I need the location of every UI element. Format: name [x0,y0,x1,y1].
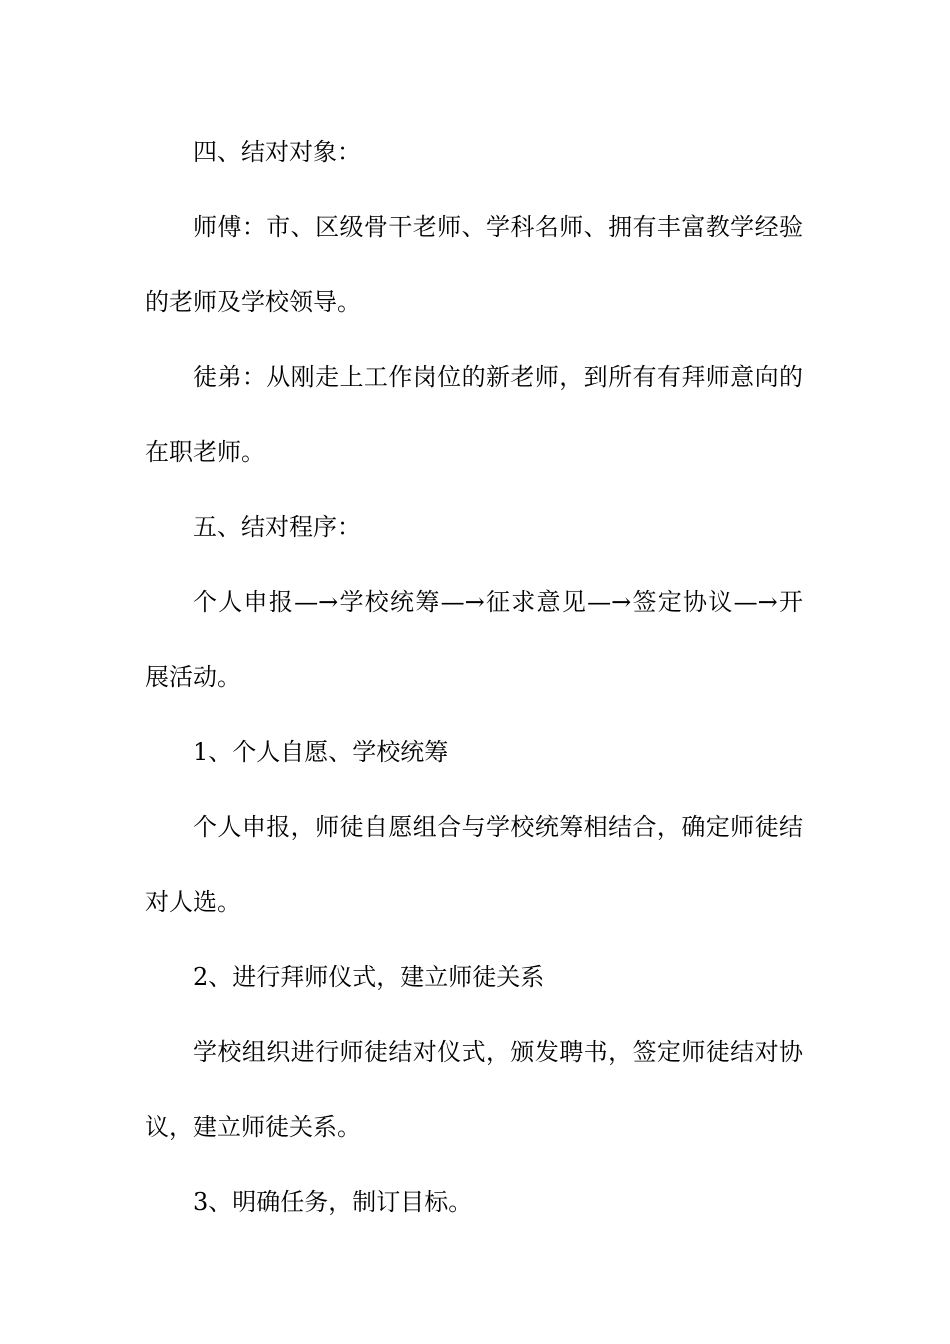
paragraph-apprentice-line-1: 徒弟：从刚走上工作岗位的新老师，到所有有拜师意向的 [193,363,803,391]
paragraph-procedure-line-2: 展活动。 [145,663,241,691]
subheading-3: 3、明确任务，制订目标。 [193,1188,473,1216]
section-heading-4: 四、结对对象： [193,138,361,166]
paragraph-procedure-line-1: 个人申报—→学校统筹—→征求意见—→签定协议—→开 [193,588,803,616]
paragraph-1-line-2: 对人选。 [145,888,241,916]
paragraph-apprentice-line-2: 在职老师。 [145,438,265,466]
paragraph-mentor-line-1: 师傅：市、区级骨干老师、学科名师、拥有丰富教学经验 [193,213,803,241]
paragraph-2-line-2: 议，建立师徒关系。 [145,1113,361,1141]
subheading-1: 1、个人自愿、学校统筹 [193,738,449,766]
section-heading-5: 五、结对程序： [193,513,361,541]
paragraph-mentor-line-2: 的老师及学校领导。 [145,288,361,316]
paragraph-2-line-1: 学校组织进行师徒结对仪式，颁发聘书，签定师徒结对协 [193,1038,803,1066]
subheading-2: 2、进行拜师仪式，建立师徒关系 [193,963,545,991]
paragraph-1-line-1: 个人申报，师徒自愿组合与学校统筹相结合，确定师徒结 [193,813,803,841]
